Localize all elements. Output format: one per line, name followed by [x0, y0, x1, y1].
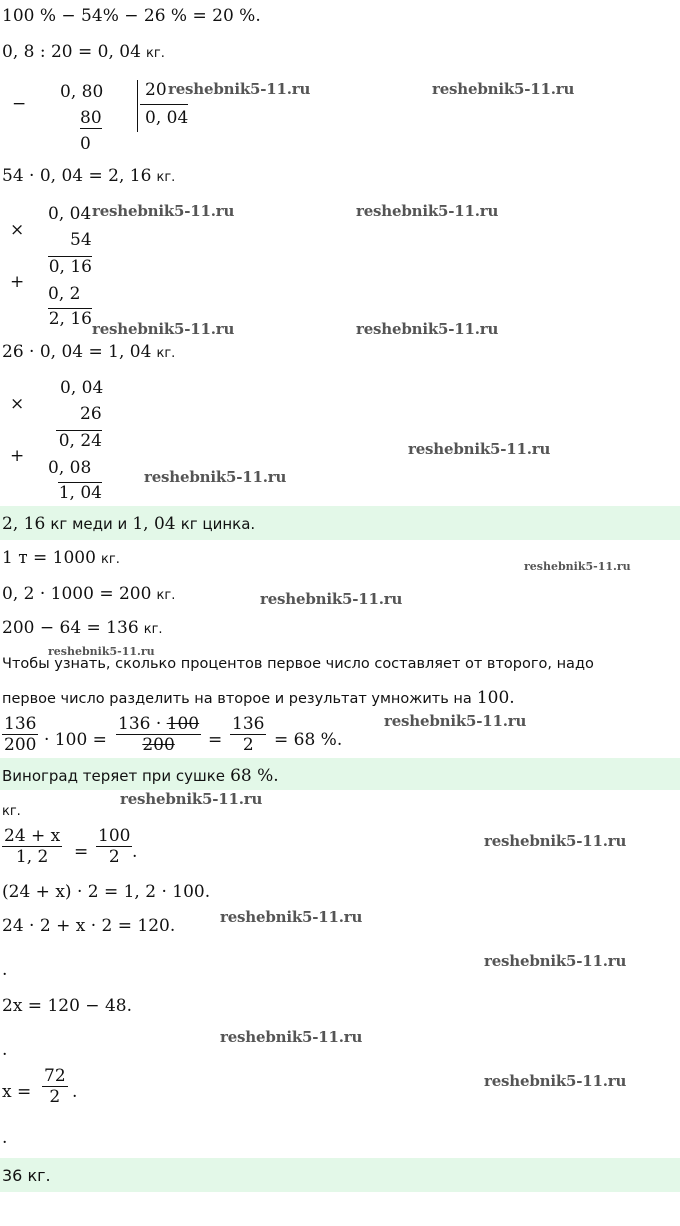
- frac3-lhs: x =: [2, 1082, 32, 1102]
- watermark: reshebnik5-11.ru: [484, 832, 627, 850]
- watermark: reshebnik5-11.ru: [260, 590, 403, 608]
- division-equation: 0, 8 : 20 = 0, 04 кг.: [2, 42, 165, 62]
- answer-grape-loss: Виноград теряет при сушке 68 %.: [2, 766, 279, 786]
- division-subtrahend: 80: [80, 108, 102, 128]
- mult2-partial-1: 0, 24: [56, 430, 102, 451]
- watermark: reshebnik5-11.ru: [408, 440, 551, 458]
- mult1-partial-1: 0, 16: [48, 257, 92, 277]
- watermark: reshebnik5-11.ru: [220, 1028, 363, 1046]
- answer-band-3: [0, 1158, 680, 1192]
- watermark: reshebnik5-11.ru: [484, 1072, 627, 1090]
- watermark: reshebnik5-11.ru: [356, 202, 499, 220]
- mult2-plus: +: [10, 446, 25, 466]
- zinc-equation: 26 · 0, 04 = 1, 04 кг.: [2, 342, 176, 362]
- tonne-conversion: 1 т = 1000 кг.: [2, 548, 120, 568]
- mult2-factor-a: 0, 04: [60, 378, 104, 398]
- dot-line-3: .: [2, 1128, 8, 1148]
- watermark: reshebnik5-11.ru: [384, 712, 527, 730]
- answer-final: 36 кг.: [2, 1166, 51, 1185]
- watermark: reshebnik5-11.ru: [356, 320, 499, 338]
- division-dividend: 0, 80: [60, 82, 104, 102]
- watermark: reshebnik5-11.ru: [120, 790, 263, 808]
- frac3-fraction: $\frac{72}{2}$: [44, 1066, 66, 1107]
- answer-copper-zinc: 2, 16 кг меди и 1, 04 кг цинка.: [2, 514, 256, 534]
- equation-expand: (24 + x) · 2 = 1, 2 · 100.: [2, 882, 211, 902]
- mult1-times: ×: [10, 220, 25, 240]
- division-quotient: 0, 04: [145, 108, 189, 128]
- dot-line-2: .: [2, 1040, 8, 1060]
- unit-kg: кг.: [2, 804, 21, 819]
- watermark: reshebnik5-11.ru: [220, 908, 363, 926]
- equation-isolate: 2x = 120 − 48.: [2, 996, 132, 1016]
- rule-text-line-1: Чтобы узнать, сколько процентов первое число составляет от второго, надо: [2, 656, 594, 672]
- mult2-times: ×: [10, 394, 25, 414]
- percent-equation: 100 % − 54% − 26 % = 20 %.: [2, 6, 261, 26]
- equation-distribute: 24 · 2 + x · 2 = 120.: [2, 916, 176, 936]
- mult1-factor-b: 54: [70, 230, 92, 250]
- watermark: reshebnik5-11.ru: [48, 645, 155, 658]
- mult1-plus: +: [10, 272, 25, 292]
- division-horizontal-line: [140, 104, 188, 105]
- copper-equation: 54 · 0, 04 = 2, 16 кг.: [2, 166, 176, 186]
- frac2-equals: =: [74, 842, 89, 862]
- watermark: reshebnik5-11.ru: [168, 80, 311, 98]
- division-vertical-line: [137, 80, 138, 132]
- watermark: reshebnik5-11.ru: [92, 320, 235, 338]
- division-minus: −: [12, 94, 27, 114]
- watermark: reshebnik5-11.ru: [92, 202, 235, 220]
- watermark: reshebnik5-11.ru: [484, 952, 627, 970]
- watermark: reshebnik5-11.ru: [524, 560, 631, 573]
- lost-mass: 200 − 64 = 136 кг.: [2, 618, 163, 638]
- mult1-factor-a: 0, 04: [48, 204, 92, 224]
- frac1-multiply: · 100 =: [44, 730, 107, 750]
- watermark: reshebnik5-11.ru: [432, 80, 575, 98]
- dry-grape-mass: 0, 2 · 1000 = 200 кг.: [2, 584, 176, 604]
- mult2-factor-b: 26: [80, 404, 102, 424]
- frac2-dot: .: [132, 842, 138, 862]
- frac2-right: $\frac{100}{2}$: [98, 826, 131, 867]
- mult2-partial-2: 0, 08: [48, 458, 92, 478]
- frac3-dot: .: [72, 1082, 78, 1102]
- watermark: reshebnik5-11.ru: [144, 468, 287, 486]
- dot-line-1: .: [2, 960, 8, 980]
- frac1-first: $\frac{136}{200}$: [4, 714, 37, 755]
- frac1-result: = 68 %.: [274, 730, 343, 750]
- mult2-result: 1, 04: [58, 483, 102, 503]
- rule-text-line-2: первое число разделить на второе и результат умножить на 100.: [2, 688, 515, 708]
- mult1-partial-2: 0, 2: [48, 284, 81, 304]
- frac1-third: $\frac{136}{2}$: [232, 714, 265, 755]
- frac1-second: $\frac{136 \cdot 100}{200}$: [118, 714, 200, 755]
- frac1-equals: =: [208, 730, 223, 750]
- division-divisor: 20: [145, 80, 167, 100]
- frac2-left: $\frac{24 + x}{1, 2}$: [4, 826, 61, 867]
- division-remainder: 0: [80, 134, 91, 154]
- mult1-result: 2, 16: [48, 309, 92, 329]
